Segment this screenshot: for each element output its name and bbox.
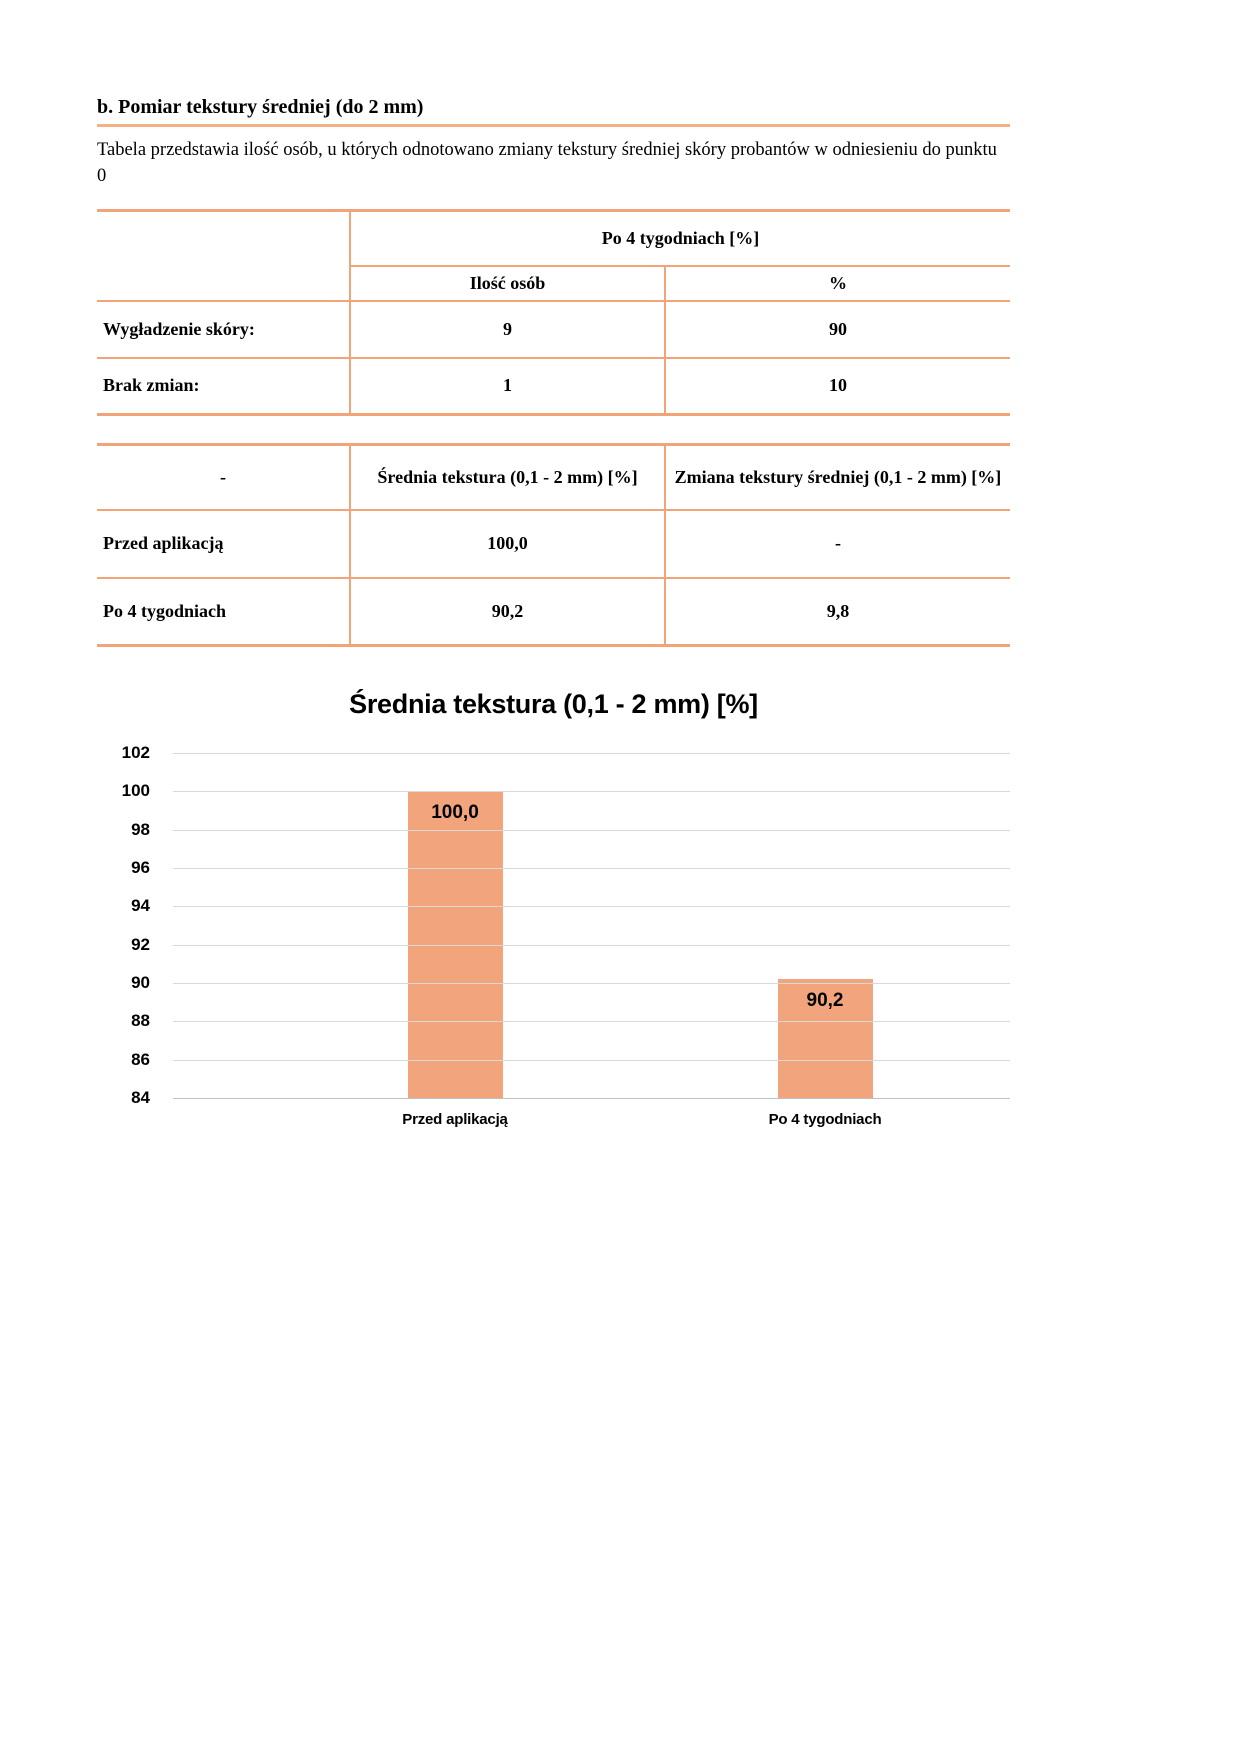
y-tick-label: 84 bbox=[131, 1088, 150, 1108]
bar-layer bbox=[270, 753, 1010, 1129]
gridline bbox=[173, 906, 1010, 907]
y-tick-label: 86 bbox=[131, 1049, 150, 1069]
table1-col-header-count: Ilość osób bbox=[350, 266, 665, 301]
x-axis bbox=[270, 1098, 1010, 1140]
gridline bbox=[173, 1021, 1010, 1022]
table-texture-values bbox=[97, 443, 1010, 647]
bar-2 bbox=[778, 979, 873, 1098]
x-category-label: Przed aplikacją bbox=[402, 1111, 508, 1129]
gridline bbox=[173, 1098, 1010, 1099]
table2-row1-value: 100,0 bbox=[350, 510, 665, 578]
table2-row2-value: 90,2 bbox=[350, 578, 665, 646]
table1-row2-count: 1 bbox=[350, 358, 665, 415]
heading-divider bbox=[97, 124, 1010, 127]
table2-row2-label: Po 4 tygodniach bbox=[97, 578, 350, 646]
y-tick-label: 100 bbox=[121, 781, 150, 801]
table1-row2-percent: 10 bbox=[665, 358, 1010, 415]
bar-value-label: 90,2 bbox=[806, 990, 844, 1012]
intro-paragraph bbox=[97, 138, 1010, 189]
gridline bbox=[173, 1060, 1010, 1061]
table1-span-header: Po 4 tygodniach [%] bbox=[350, 211, 1010, 266]
gridline bbox=[173, 868, 1010, 869]
table2-header-change: Zmiana tekstury średniej (0,1 - 2 mm) [%] bbox=[665, 445, 1010, 510]
gridline bbox=[173, 830, 1010, 831]
y-tick-label: 98 bbox=[131, 819, 150, 839]
table2-header-dash: - bbox=[97, 445, 350, 510]
y-axis bbox=[97, 743, 150, 1108]
y-tick-label: 88 bbox=[131, 1011, 150, 1031]
table1-row1-percent: 90 bbox=[665, 301, 1010, 358]
table-texture-change-counts bbox=[97, 209, 1010, 416]
table-row bbox=[97, 358, 1010, 415]
gridline bbox=[173, 791, 1010, 792]
table1-corner-cell bbox=[97, 211, 350, 301]
y-tick-label: 94 bbox=[131, 896, 150, 916]
bar-value-label: 100,0 bbox=[431, 802, 479, 824]
gridline bbox=[173, 983, 1010, 984]
gridline bbox=[173, 945, 1010, 946]
intro-line-1: Tabela przedstawia ilość osób, u których odnotowano zmiany tekstury średniej skóry probantów w odniesieniu do punktu bbox=[97, 140, 997, 160]
gridline-layer bbox=[173, 753, 1010, 1129]
table1-row2-label: Brak zmian: bbox=[97, 358, 350, 415]
y-tick-label: 90 bbox=[131, 973, 150, 993]
table1-col-header-percent: % bbox=[665, 266, 1010, 301]
intro-line-2: 0 bbox=[97, 165, 107, 186]
gridline bbox=[173, 753, 1010, 754]
y-tick-label: 96 bbox=[131, 858, 150, 878]
table1-row1-count: 9 bbox=[350, 301, 665, 358]
table2-header-texture: Średnia tekstura (0,1 - 2 mm) [%] bbox=[350, 445, 665, 510]
table-row bbox=[97, 578, 1010, 646]
chart-plot-area bbox=[97, 743, 1010, 1129]
table2-row1-label: Przed aplikacją bbox=[97, 510, 350, 578]
table1-row1-label: Wygładzenie skóry: bbox=[97, 301, 350, 358]
table-row bbox=[97, 301, 1010, 358]
x-category-label: Po 4 tygodniach bbox=[768, 1111, 882, 1129]
table2-row2-change: 9,8 bbox=[665, 578, 1010, 646]
table2-row1-change: - bbox=[665, 510, 1010, 578]
y-tick-label: 102 bbox=[121, 743, 150, 763]
table-row bbox=[97, 510, 1010, 578]
chart-title: Średnia tekstura (0,1 - 2 mm) [%] bbox=[349, 689, 758, 720]
y-tick-label: 92 bbox=[131, 934, 150, 954]
bar-chart bbox=[97, 689, 1010, 1129]
section-heading: b. Pomiar tekstury średniej (do 2 mm) bbox=[97, 96, 424, 118]
